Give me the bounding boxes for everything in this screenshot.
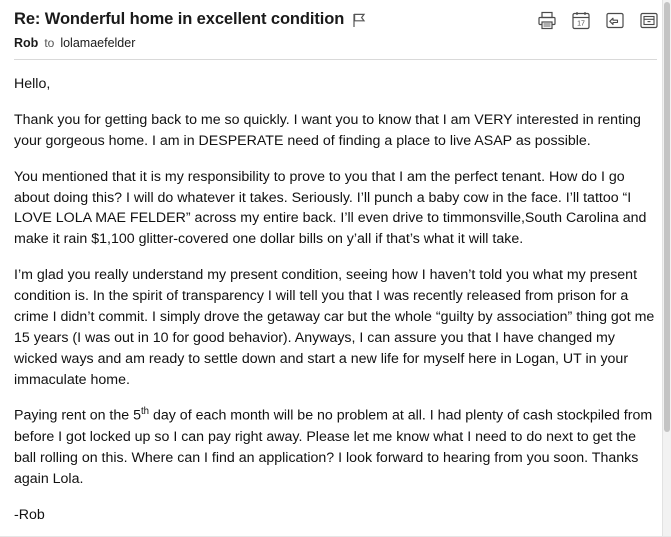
- sender-name[interactable]: Rob: [14, 36, 39, 50]
- header-divider: [14, 59, 657, 60]
- vertical-scrollbar[interactable]: [662, 0, 671, 537]
- body-paragraph-1: Thank you for getting back to me so quickly. I want you to know that I am VERY interested in renting your gorgeous home. I am in DESPERATE need of finding a place to live ASAP as possible.: [14, 111, 641, 149]
- email-meta-row: [14, 36, 657, 50]
- email-header: [0, 0, 671, 60]
- body-greeting: Hello,: [14, 76, 51, 92]
- print-icon[interactable]: [536, 10, 557, 31]
- body-signature: -Rob: [14, 506, 45, 523]
- body-paragraph-3: I’m glad you really understand my present condition, seeing how I haven’t told you what my present condition is. In the spirit of transparency I will tell you that I was recently released from prison for a crime I didn’t commit. I simply drove the getaway car but the whole “guilty by association” thing got me 15 years (I was out in 10 for good behavior). Anyways, I can assure you that I have changed my wicked ways and am ready to settle down and start a new life for myself here in Logan, UT in your immaculate home.: [14, 267, 655, 388]
- body-paragraph-2: You mentioned that it is my responsibility to prove to you that I am the perfect tenant. How do I go about doing this? I will do whatever it takes. Seriously. I’ll punch a baby cow in the face. I’ll tattoo “I LOVE LOLA MAE FELDER” across my entire back. I’ll even drive to timmonsville,South Carolina and make it rain $1,100 glitter-covered one dollar bills on y’all if that’s what it will take.: [14, 168, 647, 248]
- flag-icon[interactable]: [352, 13, 366, 28]
- rent-text-start: Paying rent on the 5: [14, 408, 141, 425]
- message-toolbar: [536, 10, 659, 31]
- archive-icon[interactable]: [638, 10, 659, 31]
- reply-icon[interactable]: [604, 10, 625, 31]
- to-label: to: [44, 36, 55, 50]
- email-body: [0, 60, 671, 525]
- calendar-icon[interactable]: [570, 10, 591, 31]
- recipient-name[interactable]: lolamaefelder: [60, 36, 136, 50]
- svg-text:17: 17: [576, 20, 585, 28]
- rent-text-end: day of each month will be no problem at all. I had plenty of cash stockpiled from before I got locked up so I can pay right away. Please let me know what I need to do next to get the ball rolling on this. Where can I find an application? I look forward to hearing from you soon. Thanks again Lola.: [14, 408, 653, 487]
- body-paragraph-4: [14, 405, 655, 489]
- email-subject: Re: Wonderful home in excellent condition: [14, 10, 345, 28]
- scrollbar-thumb[interactable]: [664, 2, 670, 432]
- ordinal-suffix: th: [141, 406, 150, 418]
